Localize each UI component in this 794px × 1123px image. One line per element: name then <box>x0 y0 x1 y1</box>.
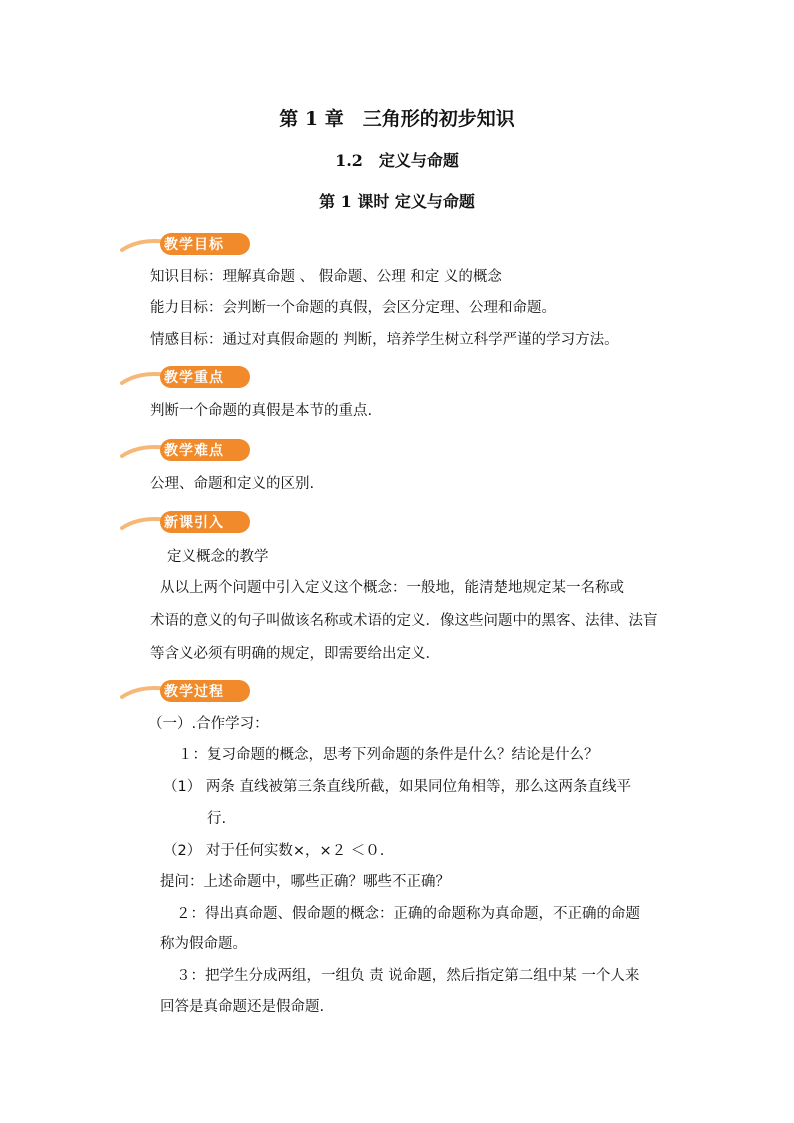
lesson-title: 第 1 课时 定义与命题 <box>319 192 475 211</box>
intro-paragraph-line: 等含义必须有明确的规定，即需要给出定义． <box>150 646 440 662</box>
section-title: 1.2 定义与命题 <box>335 151 459 170</box>
section-label: 新课引入 <box>164 515 224 531</box>
section-badge-intro <box>120 510 260 534</box>
process-sub-2: （2） 对于任何实数×，×２ ＜０. <box>163 843 385 859</box>
process-sub-1-continued: 行. <box>207 811 227 827</box>
section-label: 教学过程 <box>164 684 224 700</box>
section-badge-key-points <box>120 365 260 389</box>
section-label: 教学重点 <box>164 370 224 386</box>
intro-paragraph-line: 从以上两个问题中引入定义这个概念：一般地，能清楚地规定某一名称或 <box>160 580 624 596</box>
chapter-title: 第 1 章 三角形的初步知识 <box>279 108 515 130</box>
intro-paragraph-line: 术语的意义的句子叫做该名称或术语的定义．像这些问题中的黑客、法律、法盲 <box>150 613 658 629</box>
process-item-2: ２：得出真命题、假命题的概念：正确的命题称为真命题，不正确的命题 <box>176 906 640 922</box>
key-points-text: 判断一个命题的真假是本节的重点. <box>150 403 373 419</box>
process-item-3: ３：把学生分成两组，一组负 责 说命题，然后指定第二组中某 一个人来 <box>176 968 640 984</box>
process-heading: （一）.合作学习： <box>148 716 269 732</box>
section-badge-difficulties <box>120 438 260 462</box>
section-label: 教学目标 <box>164 237 224 253</box>
intro-heading: 定义概念的教学 <box>167 549 269 565</box>
section-label: 教学难点 <box>164 443 224 459</box>
objective-knowledge: 知识目标：理解真命题 、 假命题、公理 和定 义的概念 <box>150 269 502 285</box>
section-badge-process <box>120 679 260 703</box>
objective-emotion: 情感目标：通过对真假命题的 判断，培养学生树立科学严谨的学习方法。 <box>150 332 619 348</box>
process-sub-1: （1） 两条 直线被第三条直线所截，如果同位角相等，那么这两条直线平 <box>163 779 631 795</box>
process-item-3-continued: 回答是真命题还是假命题. <box>160 999 325 1015</box>
objective-ability: 能力目标：会判断一个命题的真假，会区分定理、公理和命题。 <box>150 300 556 316</box>
section-badge-objectives <box>120 232 260 256</box>
process-item-1: １：复习命题的概念，思考下列命题的条件是什么？结论是什么？ <box>178 747 599 763</box>
difficulties-text: 公理、命题和定义的区别. <box>150 476 315 492</box>
process-question: 提问：上述命题中，哪些正确？哪些不正确？ <box>160 874 450 890</box>
process-item-2-continued: 称为假命题。 <box>160 936 247 952</box>
